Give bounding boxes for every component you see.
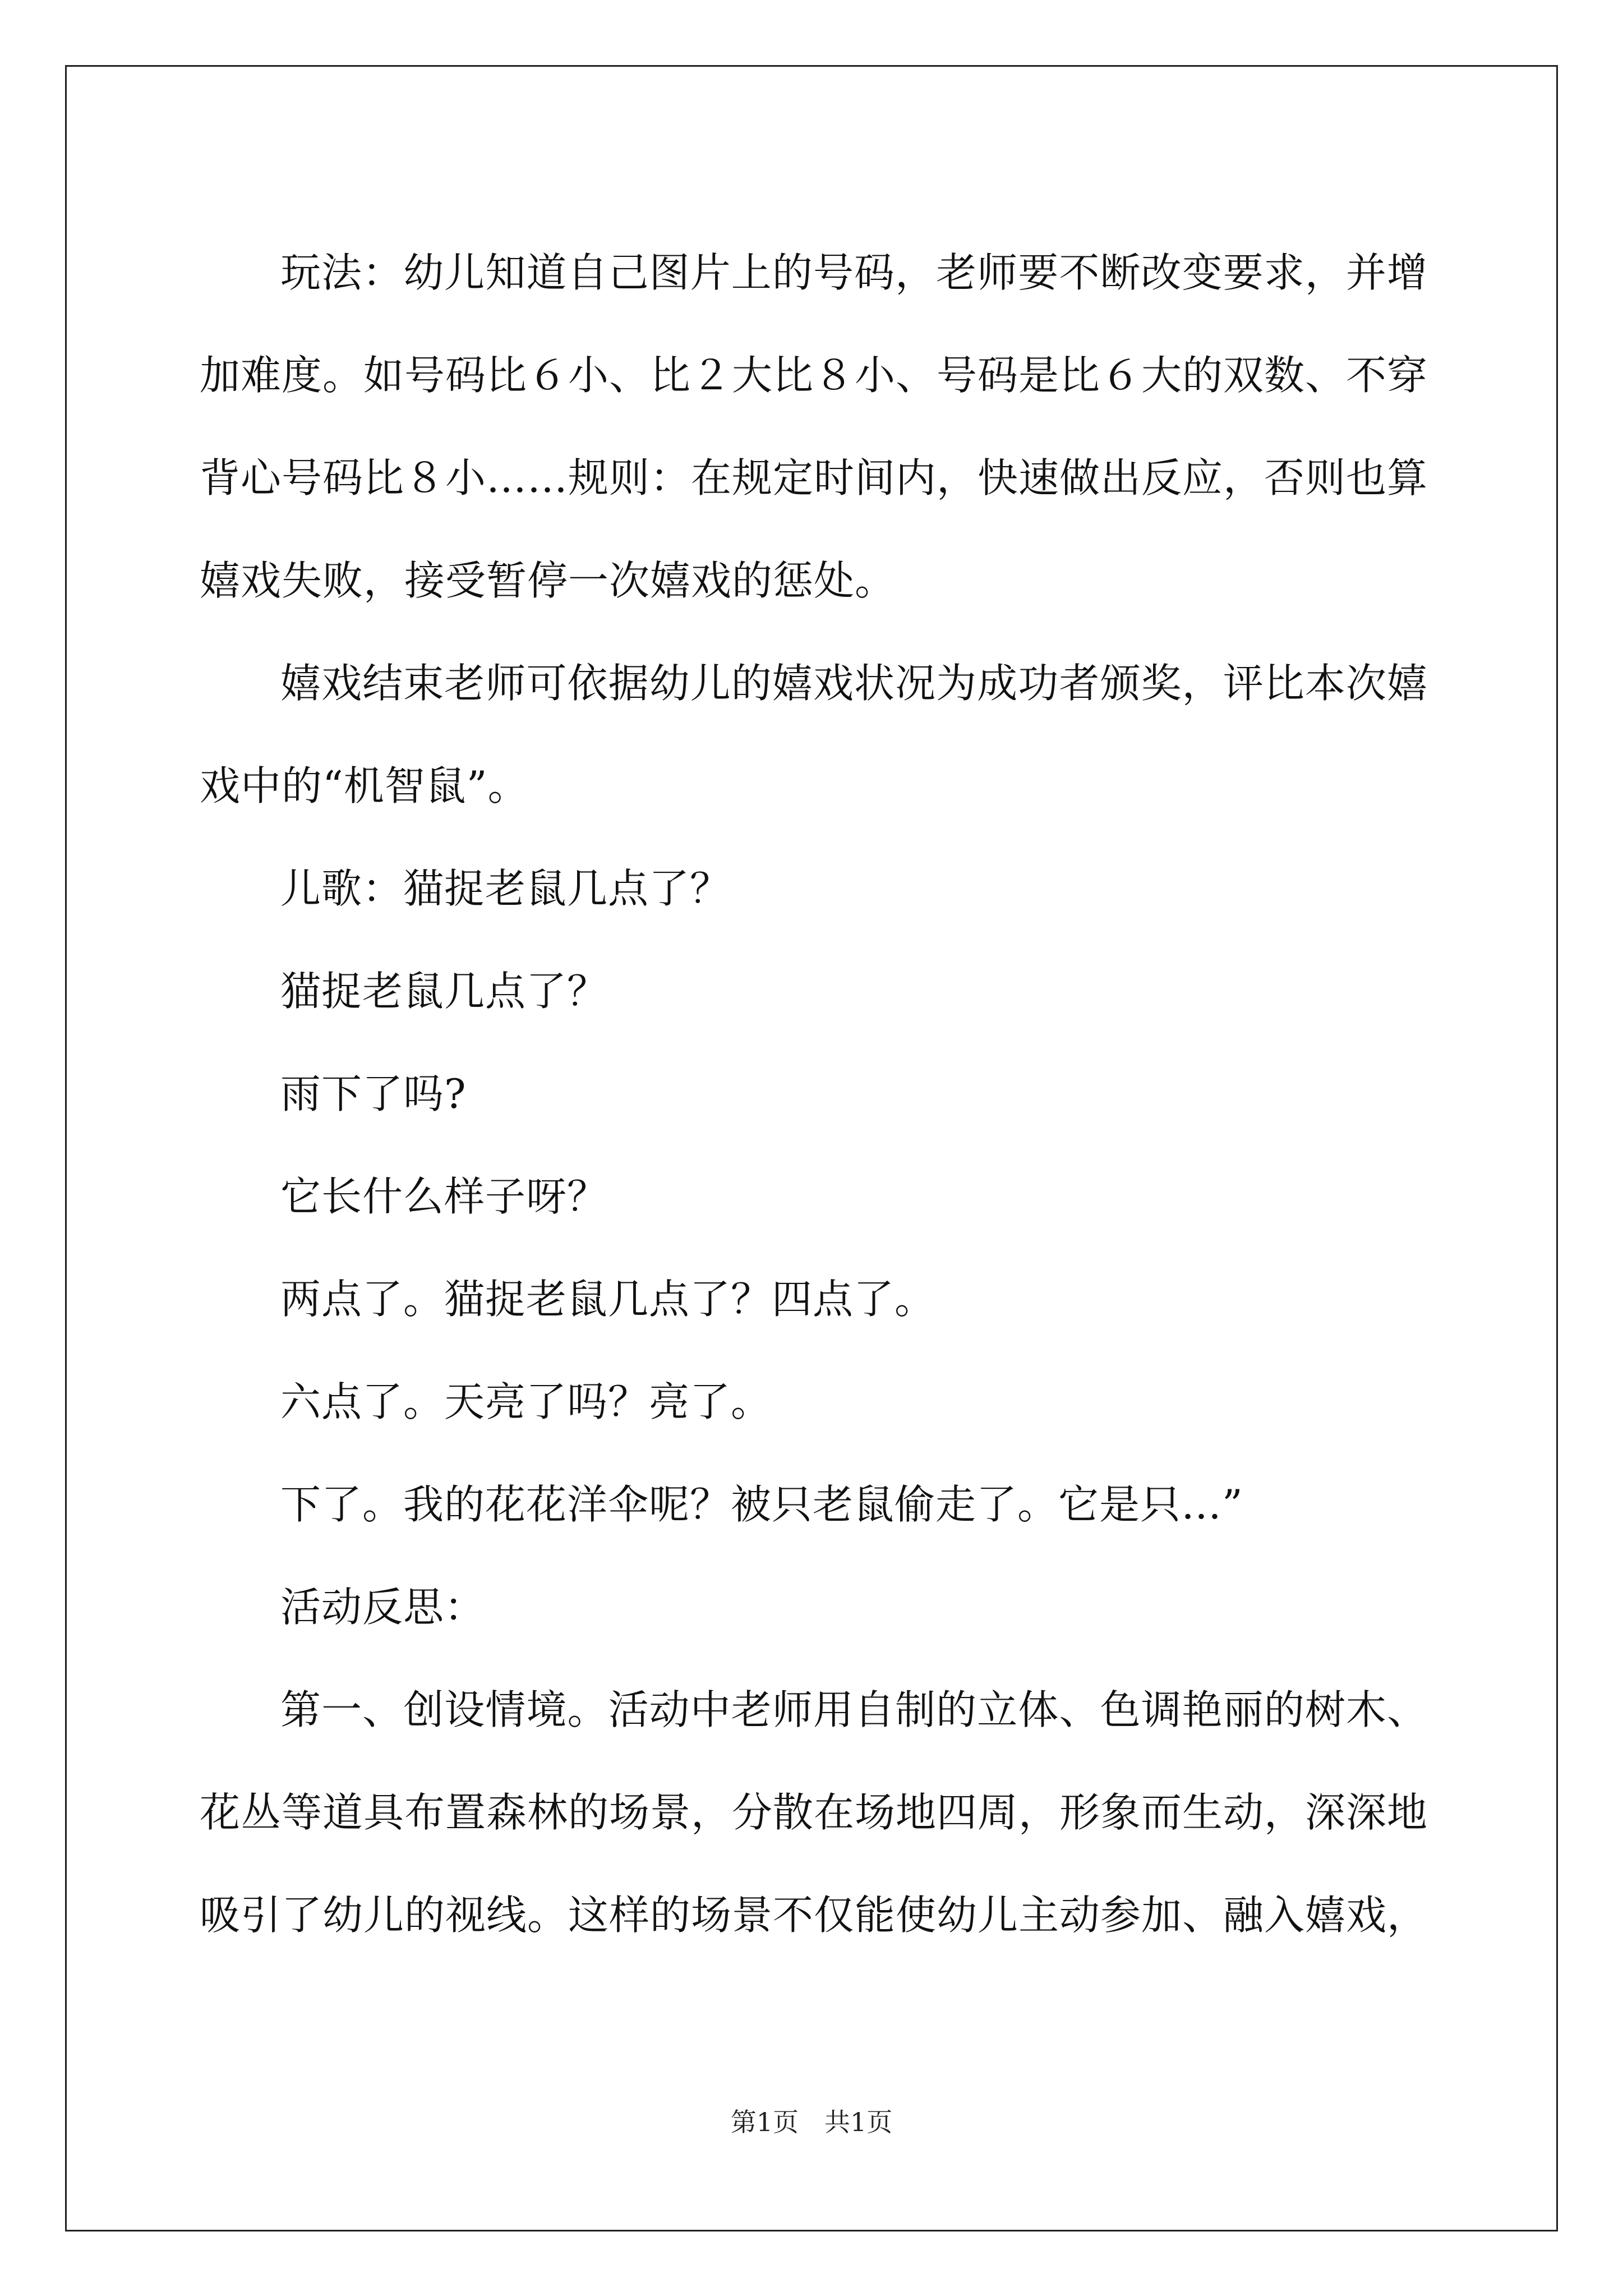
paragraph-song-line-3: 它长什么样子呀？: [280, 1173, 608, 1220]
page-footer: 第1页 共1页: [730, 2107, 893, 2137]
document-body: [200, 222, 1428, 1967]
paragraph-song-line-6: 下了。我的花花洋伞呢？被只老鼠偷走了。它是只…”: [280, 1481, 1243, 1528]
paragraph-song-line-2: 雨下了吗?: [280, 1070, 467, 1117]
paragraph-song-line-5: 六点了。天亮了吗？亮了。: [280, 1378, 772, 1425]
paragraph-song-line-1: 猫捉老鼠几点了？: [280, 968, 608, 1015]
paragraph-song-title: 儿歌：猫捉老鼠几点了？: [280, 865, 731, 912]
paragraph-reflection-first: 第一、创设情境。活动中老师用自制的立体、色调艳丽的树木、花丛等道具布置森林的场景，分散在场地四周，形象而生动，深深地吸引了幼儿的视线。这样的场景不仅能使幼儿主动参加、融入嬉戏，: [200, 1686, 1428, 1939]
paragraph-reflection-heading: 活动反思：: [280, 1584, 486, 1631]
paragraph-song-line-4: 两点了。猫捉老鼠几点了？四点了。: [280, 1276, 936, 1323]
paragraph-rules: 玩法：幼儿知道自己图片上的号码，老师要不断改变要求，并增加难度。如号码比６小、比２大比８小、号码是比６大的双数、不穿背心号码比８小……规则：在规定时间内，快速做出反应，否则也算嬉戏失败，接受暂停一次嬉戏的惩处。: [200, 249, 1428, 604]
paragraph-award: 嬉戏结束老师可依据幼儿的嬉戏状况为成功者颁奖，评比本次嬉戏中的“机智鼠”。: [200, 660, 1428, 809]
